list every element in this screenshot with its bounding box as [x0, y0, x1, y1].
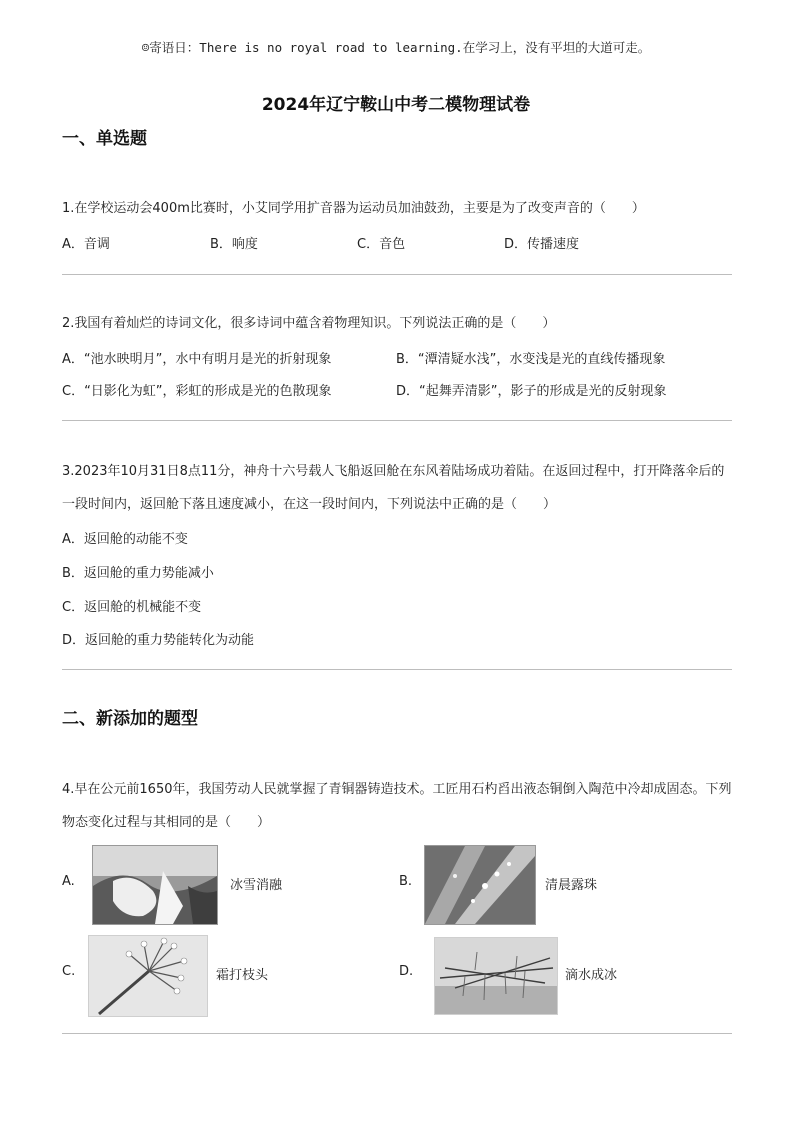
q4-option-d-caption: 滴水成冰: [565, 968, 618, 983]
q4-option-c-letter: C.: [62, 964, 76, 979]
motto-line: ☺寄语日：There is no royal road to learning.在学习上，没有平坦的大道可走。: [141, 40, 651, 55]
q2-option-b: B．“潭清疑水浅”，水变浅是光的直线传播现象: [396, 352, 666, 367]
q4-option-a-caption: 冰雪消融: [230, 878, 283, 893]
q4-option-c-caption: 霜打枝头: [216, 968, 269, 983]
q2-option-c: C．“日影化为虹”，彩虹的形成是光的色散现象: [62, 384, 332, 399]
q4-option-b-caption: 清晨露珠: [545, 878, 598, 893]
dew-drops-photo: [424, 845, 536, 925]
divider: [62, 1033, 732, 1034]
q4-option-a-letter: A.: [62, 874, 75, 889]
divider: [62, 274, 732, 275]
frost-on-branch-photo: [88, 935, 208, 1017]
q1-option-c: C．音色: [357, 237, 406, 252]
q4-option-d-letter: D.: [399, 964, 414, 979]
q1-option-a: A．音调: [62, 237, 110, 252]
divider: [62, 669, 732, 670]
q3-option-a: A．返回舱的动能不变: [62, 532, 188, 547]
q1-option-d: D．传播速度: [504, 237, 580, 252]
q2-option-a: A．“池水映明月”，水中有明月是光的折射现象: [62, 352, 332, 367]
divider: [62, 420, 732, 421]
q1-option-b: B．响度: [210, 237, 258, 252]
ice-melting-photo: [92, 845, 218, 925]
page-title: 2024年辽宁鞍山中考二模物理试卷: [261, 95, 531, 115]
icicles-photo: [434, 937, 558, 1015]
section-heading-2: 二、新添加的题型: [62, 709, 198, 729]
q3-option-d: D．返回舱的重力势能转化为动能: [62, 633, 255, 648]
question-4-stem: 4.早在公元前1650年，我国劳动人民就掌握了青铜器铸造技术。工匠用石杓舀出液态铜倒入陶范中冷却成固态。下列物态变化过程与其相同的是（ ）: [62, 782, 732, 830]
q4-option-b-letter: B.: [399, 874, 413, 889]
question-2-stem: 2.我国有着灿烂的诗词文化，很多诗词中蕴含着物理知识。下列说法正确的是（ ）: [62, 316, 556, 331]
section-heading-1: 一、单选题: [62, 129, 147, 149]
question-3-stem: 3.2023年10月31日8点11分，神舟十六号载人飞船返回舱在东风着陆场成功着陆。在返回过程中，打开降落伞后的一段时间内，返回舱下落且速度减小，在这一段时间内，下列说法中正确的是（ ）: [62, 464, 725, 512]
q3-option-b: B．返回舱的重力势能减小: [62, 566, 214, 581]
question-1-stem: 1.在学校运动会400m比赛时，小艾同学用扩音器为运动员加油鼓劲，主要是为了改变声音的（ ）: [62, 201, 645, 216]
q3-option-c: C．返回舱的机械能不变: [62, 600, 202, 615]
q2-option-d: D．“起舞弄清影”，影子的形成是光的反射现象: [396, 384, 667, 399]
